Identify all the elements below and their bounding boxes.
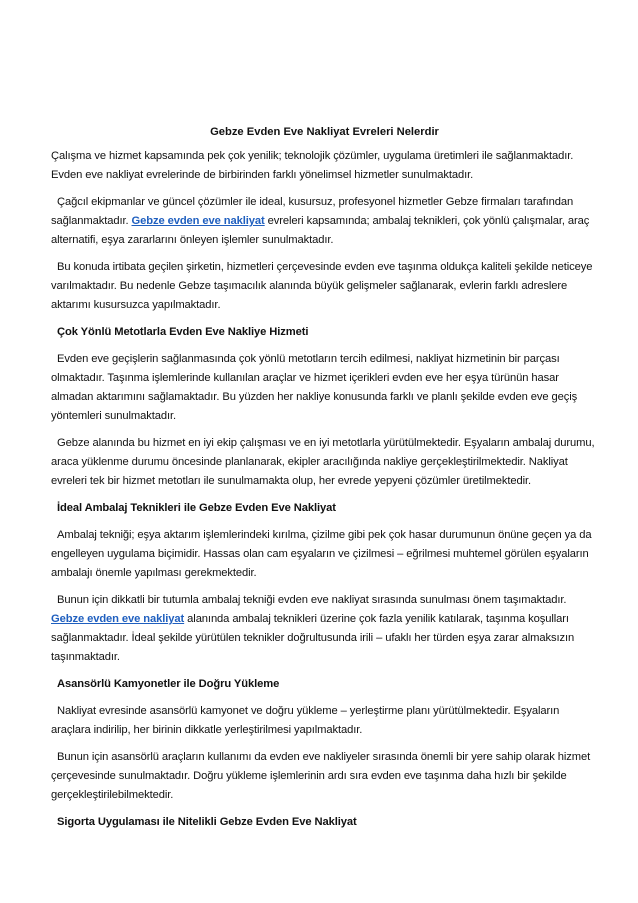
paragraph-text: Çağcıl ekipmanlar ve güncel çözümler ile ideal, kusursuz, profesyonel hizmetler Gebze firmaları tarafından sağlanmaktadır. [51, 196, 574, 227]
paragraph-text: evreleri kapsamında; ambalaj teknikleri, çok yönlü çalışmalar, araç alternatifi, eşya zararlarını önleyen işlemler sunulmaktadır. [51, 215, 590, 246]
paragraph-equipment [51, 193, 598, 250]
paragraph-contact: Bu konuda irtibata geçilen şirketin, hizmetleri çerçevesinde evden eve taşınma oldukça kaliteli şekilde neticeye varılmaktadır. Bu nedenle Gebze taşımacılık alanında büyük gelişmeler sağlanarak, evlerin farklı adreslere aktarımı kusursuzca yapılmaktadır. [51, 261, 593, 311]
document-title: Gebze Evden Eve Nakliyat Evreleri Nelerdir [210, 126, 439, 138]
section-heading-packaging: İdeal Ambalaj Teknikleri ile Gebze Evden Eve Nakliyat [57, 502, 336, 514]
section-heading-lift-trucks: Asansörlü Kamyonetler ile Doğru Yükleme [57, 678, 280, 690]
paragraph-methods: Evden eve geçişlerin sağlanmasında çok yönlü metotların tercih edilmesi, nakliyat hizmetinin bir parçası olmaktadır. Taşınma işlemlerinde kullanılan araçlar ve hizmet içerikleri evden eve her eşya türünün hasar almadan aktarımını sağlamaktadır. Bu yüzden her nakliye konusunda farklı ve planlı şekilde evden eve geçiş yöntemleri sunulmaktadır. [51, 353, 578, 422]
section-heading-insurance: Sigorta Uygulaması ile Nitelikli Gebze Evden Eve Nakliyat [57, 816, 357, 828]
section-heading-methods: Çok Yönlü Metotlarla Evden Eve Nakliye Hizmeti [57, 326, 309, 338]
gebze-nakliyat-link[interactable]: Gebze evden eve nakliyat [51, 613, 185, 625]
paragraph-loading: Bunun için asansörlü araçların kullanımı da evden eve nakliyeler sırasında önemli bir yere sahip olarak hizmet çerçevesinde sunulmaktadır. Doğru yükleme işlemlerinin ardı sıra evden eve taşınma daha hızlı bir şekilde gerçekleştirilebilmektedir. [51, 751, 591, 801]
paragraph-teamwork: Gebze alanında bu hizmet en iyi ekip çalışması ve en iyi metotlarla yürütülmektedir. Eşyaların ambalaj durumu, araca yüklenme durumu öncesinde planlanarak, ekipler aracılığında nakliye gerçekleştirilmektedir. Nakliyat evreleri tek bir hizmet metotları ile sunulmamakta olup, her evrede yepyeni çözümler üretilmektedir. [51, 437, 595, 487]
gebze-nakliyat-link[interactable]: Gebze evden eve nakliyat [131, 215, 265, 227]
paragraph-lift-trucks: Nakliyat evresinde asansörlü kamyonet ve doğru yükleme – yerleştirme planı yürütülmektedir. Eşyaların araçlara indirilip, her birinin dikkatle yerleştirilmesi yapılmaktadır. [51, 705, 560, 736]
paragraph-packaging: Ambalaj tekniği; eşya aktarım işlemlerindeki kırılma, çizilme gibi pek çok hasar durumunun önüne geçen ya da engelleyen uygulama biçimidir. Hassas olan cam eşyaların ve çizilmesi – eğrilmesi muhtemel görülen eşyaların ambalajı önemle yapılması gerekmektedir. [51, 529, 592, 579]
paragraph-text: alanında ambalaj teknikleri üzerine çok fazla yenilik katılarak, taşınma koşulları sağlanmaktadır. İdeal şekilde yürütülen teknikler doğrultusunda irili – ufaklı her türden eşya zarar almaksızın taşınmaktadır. [51, 613, 575, 663]
paragraph-intro: Çalışma ve hizmet kapsamında pek çok yenilik; teknolojik çözümler, uygulama üretimleri ile sağlanmaktadır. Evden eve nakliyat evrelerinde de birbirinden farklı yönelimsel hizmetler sunulmaktadır. [51, 150, 574, 181]
paragraph-text: Bunun için dikkatli bir tutumla ambalaj tekniği evden eve nakliyat sırasında sunulması önem taşımaktadır. [57, 594, 567, 606]
paragraph-packaging-care [51, 591, 598, 667]
